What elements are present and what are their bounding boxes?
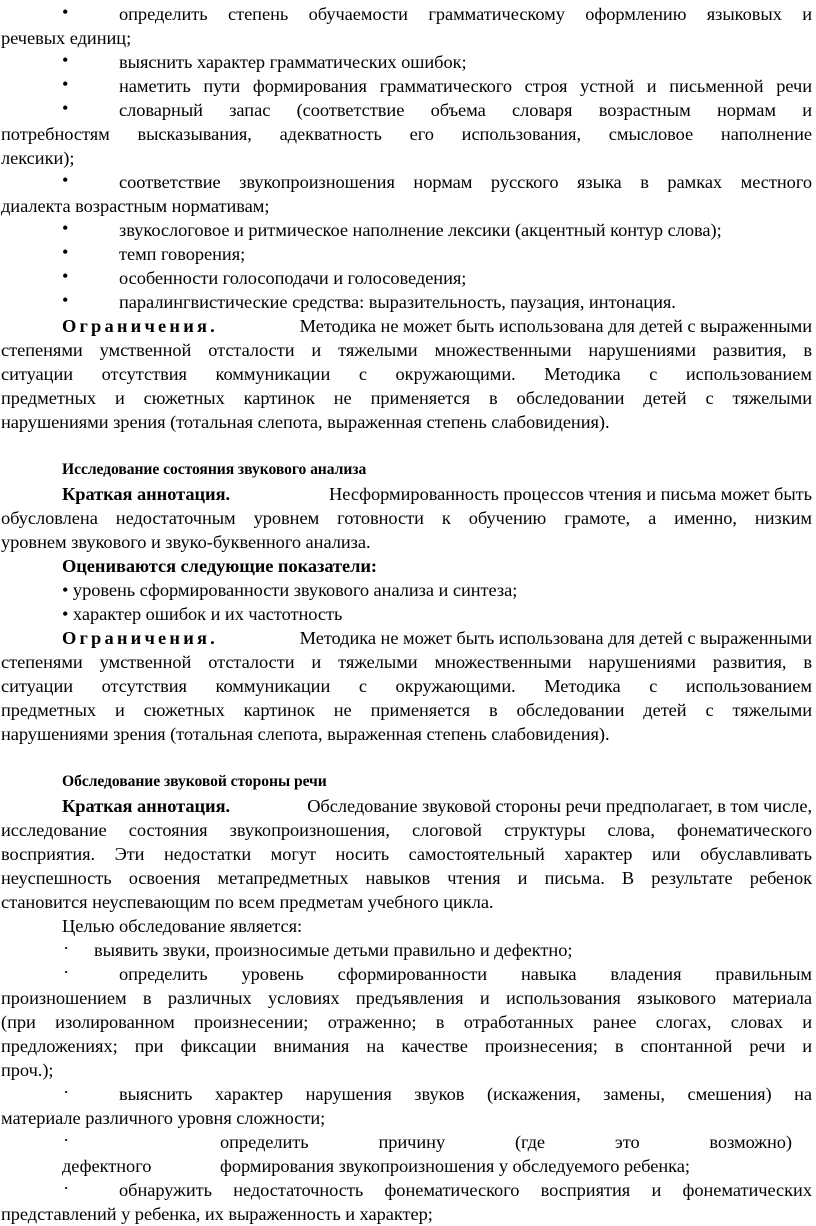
goal-item: обнаружить недостаточность фонематического восприятия и фонематических bbox=[119, 1180, 812, 1200]
annotation-first-line bbox=[62, 794, 812, 818]
list-item-continuation: речевых единиц; bbox=[1, 28, 132, 48]
paragraph-line: предметных и сюжетных картинок не применяется в обследовании детей с тяжелыми bbox=[1, 388, 812, 408]
goal-item: выяснить характер нарушения звуков (искажения, замены, смешения) на bbox=[119, 1084, 812, 1104]
goal-item-continuation: произношением в различных условиях предъявления и использования языкового материала bbox=[1, 988, 812, 1008]
bullet: • bbox=[62, 170, 69, 190]
indicator-item: • уровень сформированности звукового анализа и синтеза; bbox=[62, 580, 518, 600]
paragraph-line: нарушениями зрения (тотальная слепота, выраженная степень слабовидения). bbox=[1, 412, 610, 432]
restriction-label: Ограничения. bbox=[62, 628, 218, 648]
list-item: словарный запас (соответствие объема словаря возрастным нормам и bbox=[119, 100, 812, 120]
list-item: темп говорения; bbox=[119, 244, 246, 264]
bullet: · bbox=[63, 1178, 70, 1198]
bullet: • bbox=[62, 98, 69, 118]
annotation-label: Краткая аннотация. bbox=[62, 796, 231, 816]
restriction-text: Методика не может быть использована для детей с выраженными bbox=[299, 316, 812, 336]
bullet: • bbox=[62, 290, 69, 310]
list-item: определить степень обучаемости грамматическому оформлению языковых и bbox=[119, 4, 812, 24]
goal-item: определить уровень сформированности навыка владения правильным bbox=[119, 964, 812, 984]
bullet: • bbox=[62, 242, 69, 262]
bullet: · bbox=[63, 962, 70, 982]
paragraph-line: нарушениями зрения (тотальная слепота, выраженная степень слабовидения). bbox=[1, 724, 610, 744]
goal-word: определить bbox=[220, 1132, 309, 1152]
paragraph-line: становится неуспевающим по всем предметам учебного цикла. bbox=[1, 892, 494, 912]
paragraph-line: предметных и сюжетных картинок не применяется в обследовании детей с тяжелыми bbox=[1, 700, 812, 720]
list-item-continuation: потребностям высказывания, адекватность его использования, смысловое наполнение bbox=[1, 124, 812, 144]
goal-item-continuation: дефектного bbox=[62, 1156, 152, 1176]
annotation-first-line bbox=[62, 482, 812, 506]
bullet: · bbox=[63, 1082, 70, 1102]
paragraph-line: обусловлена недостаточным уровнем готовности к обучению грамоте, а именно, низким bbox=[1, 508, 812, 528]
bullet: • bbox=[62, 50, 69, 70]
list-item-continuation: лексики); bbox=[1, 148, 75, 168]
paragraph-line: восприятия. Эти недостатки могут носить самостоятельный характер или обуславливать bbox=[1, 844, 812, 864]
annotation-label: Краткая аннотация. bbox=[62, 484, 231, 504]
paragraph-line: исследование состояния звукопроизношения, слоговой структуры слова, фонематического bbox=[1, 820, 812, 840]
section-title: Обследование звуковой стороны речи bbox=[62, 773, 327, 790]
goal-word: возможно) bbox=[709, 1132, 792, 1152]
goal-item bbox=[220, 1130, 792, 1154]
bullet: · bbox=[63, 1130, 70, 1150]
paragraph-line: ситуации отсутствия коммуникации с окружающими. Методика с использованием bbox=[1, 676, 812, 696]
goal-item-continuation: (при изолированном произнесении; отраженно; в отработанных ранее слогах, словах и bbox=[1, 1012, 812, 1032]
bullet: • bbox=[62, 218, 69, 238]
restriction-first-line bbox=[62, 626, 812, 650]
goal-item-continuation: представлений у ребенка, их выраженность и характер; bbox=[1, 1204, 433, 1224]
annotation-text: Несформированность процессов чтения и письма может быть bbox=[329, 484, 812, 504]
goal-item-continuation: формирования звукопроизношения у обследуемого ребенка; bbox=[220, 1156, 690, 1176]
goal-word: это bbox=[614, 1132, 640, 1152]
list-item: звукослоговое и ритмическое наполнение лексики (акцентный контур слова); bbox=[119, 220, 722, 240]
indicators-label: Оцениваются следующие показатели: bbox=[62, 556, 377, 576]
goal-item: выявить звуки, произносимые детьми правильно и дефектно; bbox=[94, 940, 573, 960]
section-title: Исследование состояния звукового анализа bbox=[62, 461, 367, 478]
list-item: паралингвистические средства: выразительность, паузация, интонация. bbox=[119, 292, 676, 312]
list-item: особенности голосоподачи и голосоведения; bbox=[119, 268, 467, 288]
restriction-label: Ограничения. bbox=[62, 316, 218, 336]
goal-item-continuation: материале различного уровня сложности; bbox=[1, 1108, 326, 1128]
goal-item-continuation: предложениях; при фиксации внимания на качестве произнесения; в спонтанной речи и bbox=[1, 1036, 812, 1056]
goal-word: причину bbox=[378, 1132, 446, 1152]
list-item: наметить пути формирования грамматического строя устной и письменной речи bbox=[119, 76, 812, 96]
annotation-text: Обследование звуковой стороны речи предполагает, в том числе, bbox=[307, 796, 812, 816]
paragraph-line: ситуации отсутствия коммуникации с окружающими. Методика с использованием bbox=[1, 364, 812, 384]
goal-heading: Целью обследование является: bbox=[62, 916, 303, 936]
paragraph-line: уровнем звукового и звуко-буквенного анализа. bbox=[1, 532, 371, 552]
restriction-text: Методика не может быть использована для детей с выраженными bbox=[299, 628, 812, 648]
goal-item-continuation: проч.); bbox=[1, 1060, 54, 1080]
list-item: выяснить характер грамматических ошибок; bbox=[119, 52, 467, 72]
paragraph-line: степенями умственной отсталости и тяжелыми множественными нарушениями развития, в bbox=[1, 652, 812, 672]
list-item: соответствие звукопроизношения нормам русского языка в рамках местного bbox=[119, 172, 812, 192]
bullet: • bbox=[62, 2, 69, 22]
bullet: • bbox=[62, 266, 69, 286]
paragraph-line: неуспешность освоения метапредметных навыков чтения и письма. В результате ребенок bbox=[1, 868, 812, 888]
goal-word: (где bbox=[514, 1132, 546, 1152]
list-item-continuation: диалекта возрастным нормативам; bbox=[1, 196, 270, 216]
bullet: · bbox=[63, 938, 70, 958]
bullet: • bbox=[62, 74, 69, 94]
restriction-first-line bbox=[62, 314, 812, 338]
indicator-item: • характер ошибок и их частотность bbox=[62, 604, 343, 624]
paragraph-line: степенями умственной отсталости и тяжелыми множественными нарушениями развития, в bbox=[1, 340, 812, 360]
